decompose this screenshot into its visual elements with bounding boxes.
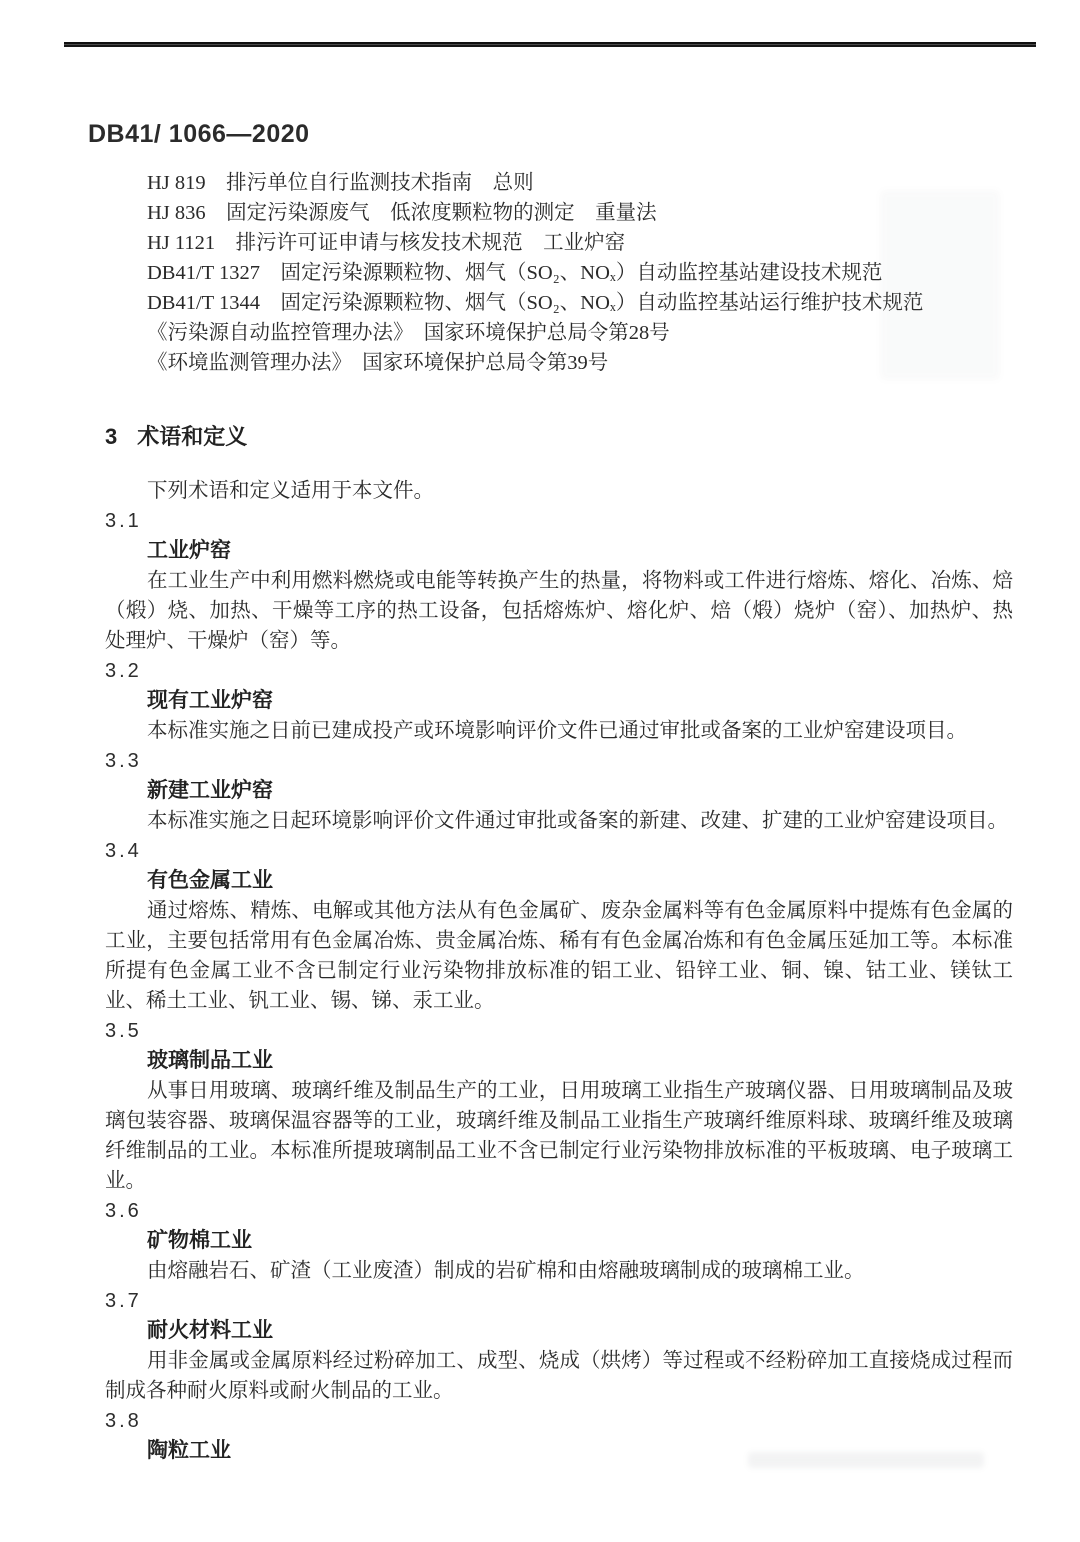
term-entry — [105, 506, 1013, 656]
reference-item: HJ 836 固定污染源废气 低浓度颗粒物的测定 重量法 — [147, 202, 657, 224]
scan-artifact — [748, 1452, 984, 1468]
term-definition: 通过熔炼、精炼、电解或其他方法从有色金属矿、废杂金属料等有色金属原料中提炼有色金属的工业，主要包括常用有色金属冶炼、贵金属冶炼、稀有有色金属冶炼和有色金属压延加工等。本标准所提有色金属工业不含已制定行业污染物排放标准的铝工业、铅锌工业、铜、镍、钴工业、镁钛工业、稀土工业、钒工业、锡、锑、汞工业。 — [105, 900, 1013, 1012]
term-number: 3.3 — [105, 750, 142, 772]
term-entry — [105, 656, 1013, 746]
reference-item: DB41/T 1327 固定污染源颗粒物、烟气（SO₂、NOₓ）自动监控基站建设技术规范 — [147, 262, 883, 284]
reference-item: 《污染源自动监控管理办法》 国家环境保护总局令第28号 — [147, 322, 670, 344]
term-number: 3.8 — [105, 1410, 142, 1432]
term-name: 工业炉窑 — [147, 539, 231, 562]
page-content — [105, 168, 1013, 1466]
term-number: 3.2 — [105, 660, 142, 682]
term-definition: 在工业生产中利用燃料燃烧或电能等转换产生的热量，将物料或工件进行熔炼、熔化、冶炼、焙（煅）烧、加热、干燥等工序的热工设备，包括熔炼炉、熔化炉、焙（煅）烧炉（窑）、加热炉、热处理炉、干燥炉（窑）等。 — [105, 570, 1013, 652]
scan-artifact — [880, 190, 1000, 380]
section-heading — [105, 422, 1013, 452]
term-name: 新建工业炉窑 — [147, 779, 273, 802]
section-intro: 下列术语和定义适用于本文件。 — [147, 480, 434, 502]
header-rule — [64, 42, 1036, 47]
term-definition: 从事日用玻璃、玻璃纤维及制品生产的工业，日用玻璃工业指生产玻璃仪器、日用玻璃制品及玻璃包装容器、玻璃保温容器等的工业，玻璃纤维及制品工业指生产玻璃纤维原料球、玻璃纤维及玻璃纤维制品的工业。本标准所提玻璃制品工业不含已制定行业污染物排放标准的平板玻璃、电子玻璃工业。 — [105, 1080, 1013, 1192]
term-name: 耐火材料工业 — [147, 1319, 273, 1342]
term-definition: 本标准实施之日前已建成投产或环境影响评价文件已通过审批或备案的工业炉窑建设项目。 — [147, 720, 967, 742]
reference-item: 《环境监测管理办法》 国家环境保护总局令第39号 — [147, 352, 609, 374]
term-name: 有色金属工业 — [147, 869, 273, 892]
term-name: 现有工业炉窑 — [147, 689, 273, 712]
term-entry — [105, 746, 1013, 836]
term-definition: 用非金属或金属原料经过粉碎加工、成型、烧成（烘烤）等过程或不经粉碎加工直接烧成过程而制成各种耐火原料或耐火制品的工业。 — [105, 1350, 1013, 1402]
term-number: 3.5 — [105, 1020, 142, 1042]
reference-item: HJ 1121 排污许可证申请与核发技术规范 工业炉窑 — [147, 232, 626, 254]
term-number: 3.7 — [105, 1290, 142, 1312]
references-list — [105, 168, 1013, 378]
term-name: 矿物棉工业 — [147, 1229, 252, 1252]
standard-number: DB41/ 1066—2020 — [88, 120, 310, 148]
term-definition: 由熔融岩石、矿渣（工业废渣）制成的岩矿棉和由熔融玻璃制成的玻璃棉工业。 — [147, 1260, 865, 1282]
term-entry — [105, 1196, 1013, 1286]
term-definition: 本标准实施之日起环境影响评价文件通过审批或备案的新建、改建、扩建的工业炉窑建设项目。 — [147, 810, 1008, 832]
term-entry — [105, 1016, 1013, 1196]
section-title: 术语和定义 — [137, 424, 248, 449]
term-name: 陶粒工业 — [147, 1439, 231, 1462]
term-entry — [105, 1286, 1013, 1406]
section-number: 3 — [105, 424, 118, 449]
term-number: 3.6 — [105, 1200, 142, 1222]
term-number: 3.1 — [105, 510, 142, 532]
term-entry — [105, 836, 1013, 1016]
term-number: 3.4 — [105, 840, 142, 862]
reference-item: HJ 819 排污单位自行监测技术指南 总则 — [147, 172, 534, 194]
term-name: 玻璃制品工业 — [147, 1049, 273, 1072]
reference-item: DB41/T 1344 固定污染源颗粒物、烟气（SO₂、NOₓ）自动监控基站运行维护技术规范 — [147, 292, 924, 314]
